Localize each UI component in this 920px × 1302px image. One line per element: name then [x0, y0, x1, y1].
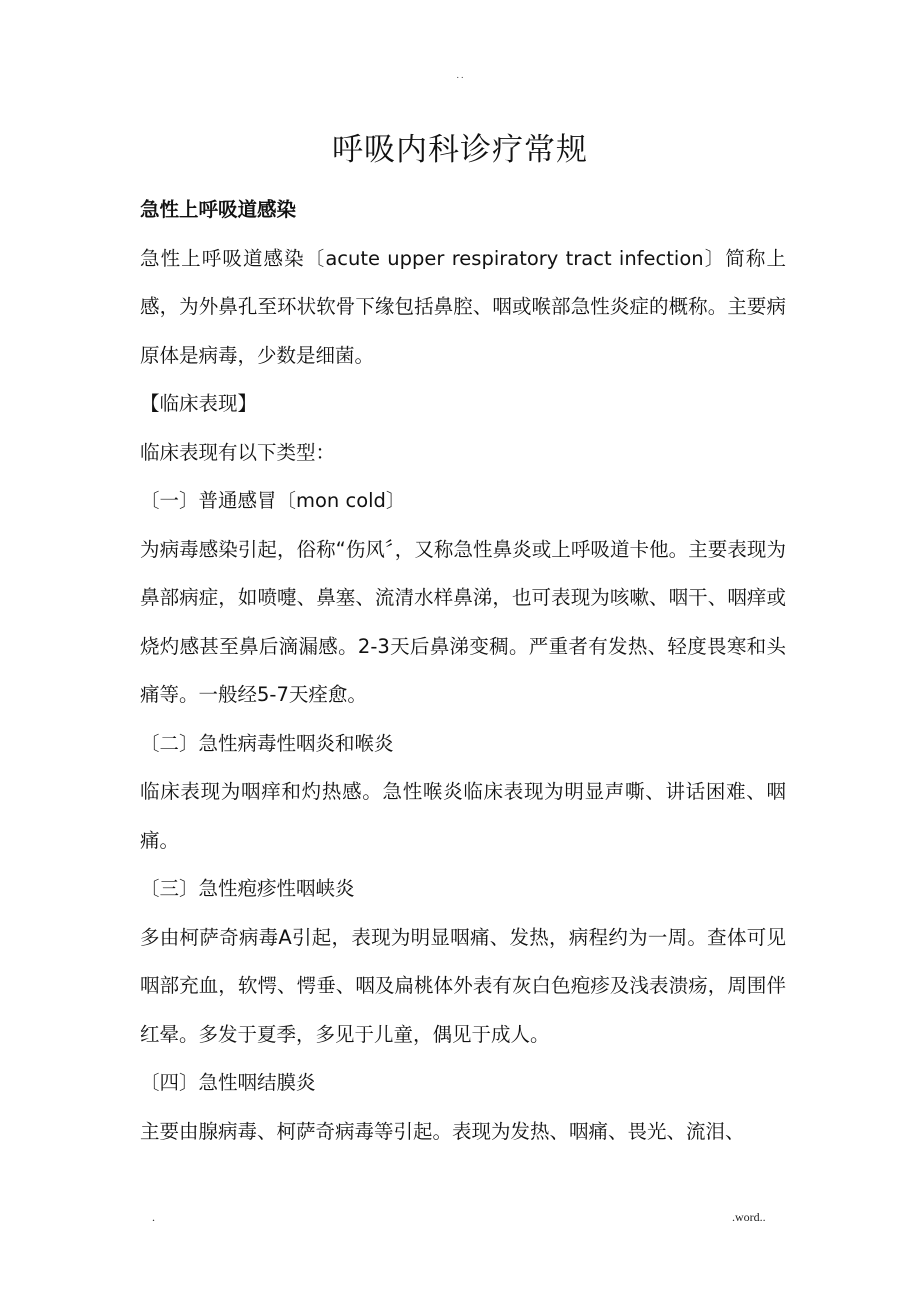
document-title: 呼吸内科诊疗常规 — [332, 132, 588, 168]
page-footer-left: . — [152, 1210, 155, 1224]
paragraph-common-cold: 为病毒感染引起，俗称“伤风〞，又称急性鼻炎或上呼吸道卡他。主要表现为鼻部病症，如喷嚏、鼻塞、流清水样鼻涕，也可表现为咳嗽、咽干、咽痒或烧灼感甚至鼻后滴漏感。2-3天后鼻涕变稠。严重者有发热、轻度畏寒和头痛等。一般经5-7天痊愈。 — [140, 537, 786, 706]
subheading-clinical-manifestations: 【临床表现】 — [140, 392, 258, 415]
subheading-common-cold: 〔一〕普通感冒〔mon cold〕 — [140, 489, 406, 512]
paragraph-viral-pharyngitis: 临床表现为咽痒和灼热感。急性喉炎临床表现为明显声嘶、讲话困难、咽痛。 — [140, 780, 786, 852]
paragraph-definition: 急性上呼吸道感染〔acute upper respiratory tract infection〕简称上感，为外鼻孔至环状软骨下缘包括鼻腔、咽或喉部急性炎症的概称。主要病原体是病毒，少数是细菌。 — [140, 246, 786, 367]
subheading-pharyngoconjunctival-fever: 〔四〕急性咽结膜炎 — [140, 1071, 316, 1094]
paragraph-pharyngoconjunctival-fever: 主要由腺病毒、柯萨奇病毒等引起。表现为发热、咽痛、畏光、流泪、 — [140, 1119, 745, 1143]
subheading-viral-pharyngitis: 〔二〕急性病毒性咽炎和喉炎 — [140, 731, 394, 755]
paragraph-herpangina: 多由柯萨奇病毒A引起，表现为明显咽痛、发热，病程约为一周。查体可见咽部充血，软愕、愕垂、咽及扁桃体外表有灰白色疱疹及浅表溃疡，周围伴红晕。多发于夏季，多见于儿童，偶见于成人。 — [140, 925, 786, 1046]
page-header-mark: . . — [456, 70, 464, 80]
page-footer-right: .word.. — [732, 1210, 766, 1224]
paragraph-types-intro: 临床表现有以下类型： — [140, 440, 336, 464]
subheading-herpangina: 〔三〕急性疱疹性咽峡炎 — [140, 877, 355, 900]
section-heading-acute-uri: 急性上呼吸道感染 — [140, 198, 297, 221]
document-body — [140, 186, 786, 1156]
